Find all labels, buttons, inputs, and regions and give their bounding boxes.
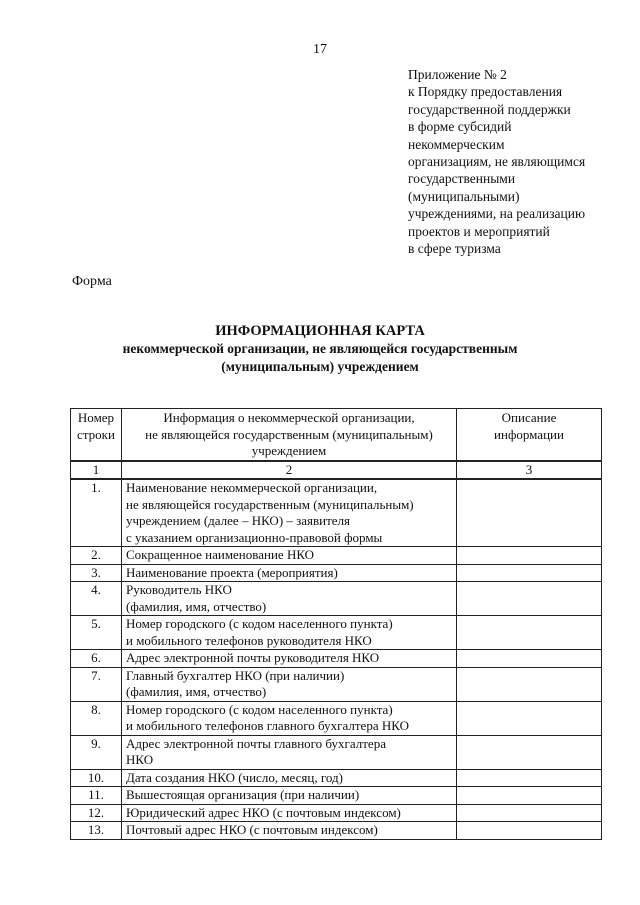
- row-description-line: Наименование проекта (мероприятия): [126, 564, 338, 580]
- row-value-cell[interactable]: [457, 769, 602, 787]
- row-value-cell[interactable]: [457, 822, 602, 840]
- appendix-line: некоммерческим: [408, 136, 505, 152]
- appendix-line: учреждениями, на реализацию: [408, 206, 586, 222]
- table-body: [71, 479, 602, 839]
- row-number: 5.: [71, 616, 122, 650]
- row-description-line: Сокращенное наименование НКО: [126, 547, 315, 562]
- row-description-line: Руководитель НКО: [126, 582, 232, 597]
- row-description-line: НКО: [126, 752, 154, 767]
- column-index: 1: [71, 461, 122, 480]
- appendix-line: проектов и мероприятий: [408, 223, 550, 239]
- row-value-cell[interactable]: [457, 650, 602, 668]
- column-index-row: [71, 461, 602, 480]
- row-number: 13.: [71, 822, 122, 840]
- row-number: 1.: [71, 479, 122, 547]
- page-number: 17: [313, 42, 327, 57]
- row-number: 4.: [71, 582, 122, 616]
- row-description-line: Адрес электронной почты руководителя НКО: [126, 650, 380, 665]
- header-text: строки: [77, 426, 115, 442]
- row-number: 11.: [71, 787, 122, 805]
- row-description-line: с указанием организационно-правовой формы: [126, 529, 383, 545]
- table-row: [71, 787, 602, 805]
- table-row: [71, 479, 602, 547]
- header-text: Информация о некоммерческой организации,: [163, 410, 415, 425]
- table-row: [71, 804, 602, 822]
- row-description: [122, 735, 457, 769]
- header-text: Номер: [77, 410, 115, 425]
- row-description: [122, 701, 457, 735]
- title-line: ИНФОРМАЦИОННАЯ КАРТА: [215, 323, 425, 339]
- row-description: [122, 822, 457, 840]
- table-row: [71, 650, 602, 668]
- row-number: 10.: [71, 769, 122, 787]
- table-row: [71, 769, 602, 787]
- appendix-line: государственными: [408, 171, 516, 187]
- row-value-cell[interactable]: [457, 616, 602, 650]
- row-description-line: Номер городского (с кодом населенного пункта): [126, 616, 393, 631]
- row-description-line: Адрес электронной почты главного бухгалтера: [126, 735, 386, 751]
- title-line: (муниципальным) учреждением: [221, 359, 419, 374]
- row-description: [122, 667, 457, 701]
- header-text: Описание: [501, 410, 557, 425]
- row-number: 8.: [71, 701, 122, 735]
- header-information: [122, 409, 457, 461]
- header-row-number: [71, 409, 122, 461]
- row-number: 7.: [71, 667, 122, 701]
- appendix-line: в форме субсидий: [408, 119, 512, 135]
- table-row: [71, 564, 602, 582]
- table-header-row: [71, 409, 602, 461]
- row-description: [122, 564, 457, 582]
- table-row: [71, 582, 602, 616]
- title-line: некоммерческой организации, не являющейся государственным: [122, 341, 518, 356]
- row-description-line: и мобильного телефонов руководителя НКО: [126, 632, 372, 648]
- row-description: [122, 547, 457, 565]
- row-description: [122, 650, 457, 668]
- appendix-line: государственной поддержки: [408, 101, 571, 117]
- table-row: [71, 735, 602, 769]
- row-value-cell[interactable]: [457, 735, 602, 769]
- row-description: [122, 479, 457, 547]
- header-text: учреждением: [251, 443, 327, 458]
- row-number: 9.: [71, 735, 122, 769]
- header-description: [457, 409, 602, 461]
- row-description-line: Вышестоящая организация (при наличии): [126, 787, 360, 802]
- table-row: [71, 701, 602, 735]
- row-number: 12.: [71, 804, 122, 822]
- row-description: [122, 769, 457, 787]
- appendix-line: Приложение № 2: [408, 67, 507, 82]
- row-value-cell[interactable]: [457, 701, 602, 735]
- table-row: [71, 547, 602, 565]
- appendix-line: к Порядку предоставления: [408, 84, 563, 100]
- row-description-line: Наименование некоммерческой организации,: [126, 480, 378, 495]
- row-value-cell[interactable]: [457, 547, 602, 565]
- header-text: не являющейся государственным (муниципальным): [145, 426, 433, 442]
- info-card-table: [70, 408, 602, 840]
- row-value-cell[interactable]: [457, 564, 602, 582]
- form-label: Форма: [72, 274, 112, 289]
- appendix-line: организациям, не являющимся: [408, 154, 586, 170]
- appendix-line: (муниципальными): [408, 188, 520, 204]
- row-description: [122, 804, 457, 822]
- row-description-line: Главный бухгалтер НКО (при наличии): [126, 667, 345, 683]
- appendix-line: в сфере туризма: [408, 241, 501, 257]
- row-description-line: Почтовый адрес НКО (с почтовым индексом): [126, 822, 378, 837]
- row-number: 6.: [71, 650, 122, 668]
- row-number: 2.: [71, 547, 122, 565]
- row-number: 3.: [71, 564, 122, 582]
- document-title: [0, 322, 640, 376]
- row-description-line: не являющейся государственным (муниципальным): [126, 496, 414, 512]
- table-row: [71, 667, 602, 701]
- appendix-heading: [408, 66, 633, 257]
- row-description-line: Дата создания НКО (число, месяц, год): [126, 769, 343, 785]
- column-index: 3: [457, 461, 602, 480]
- row-description-line: Номер городского (с кодом населенного пункта): [126, 701, 393, 717]
- row-description-line: Юридический адрес НКО (с почтовым индексом): [126, 804, 401, 820]
- row-value-cell[interactable]: [457, 479, 602, 547]
- table-row: [71, 616, 602, 650]
- row-value-cell[interactable]: [457, 667, 602, 701]
- row-value-cell[interactable]: [457, 787, 602, 805]
- row-description: [122, 616, 457, 650]
- row-description-line: учреждением (далее – НКО) – заявителя: [126, 513, 351, 528]
- row-description-line: (фамилия, имя, отчество): [126, 598, 267, 614]
- row-value-cell[interactable]: [457, 582, 602, 616]
- column-index: 2: [122, 461, 457, 480]
- table-row: [71, 822, 602, 840]
- row-value-cell[interactable]: [457, 804, 602, 822]
- row-description: [122, 582, 457, 616]
- row-description-line: и мобильного телефонов главного бухгалтера НКО: [126, 718, 409, 733]
- row-description-line: (фамилия, имя, отчество): [126, 684, 267, 699]
- header-text: информации: [494, 426, 564, 442]
- row-description: [122, 787, 457, 805]
